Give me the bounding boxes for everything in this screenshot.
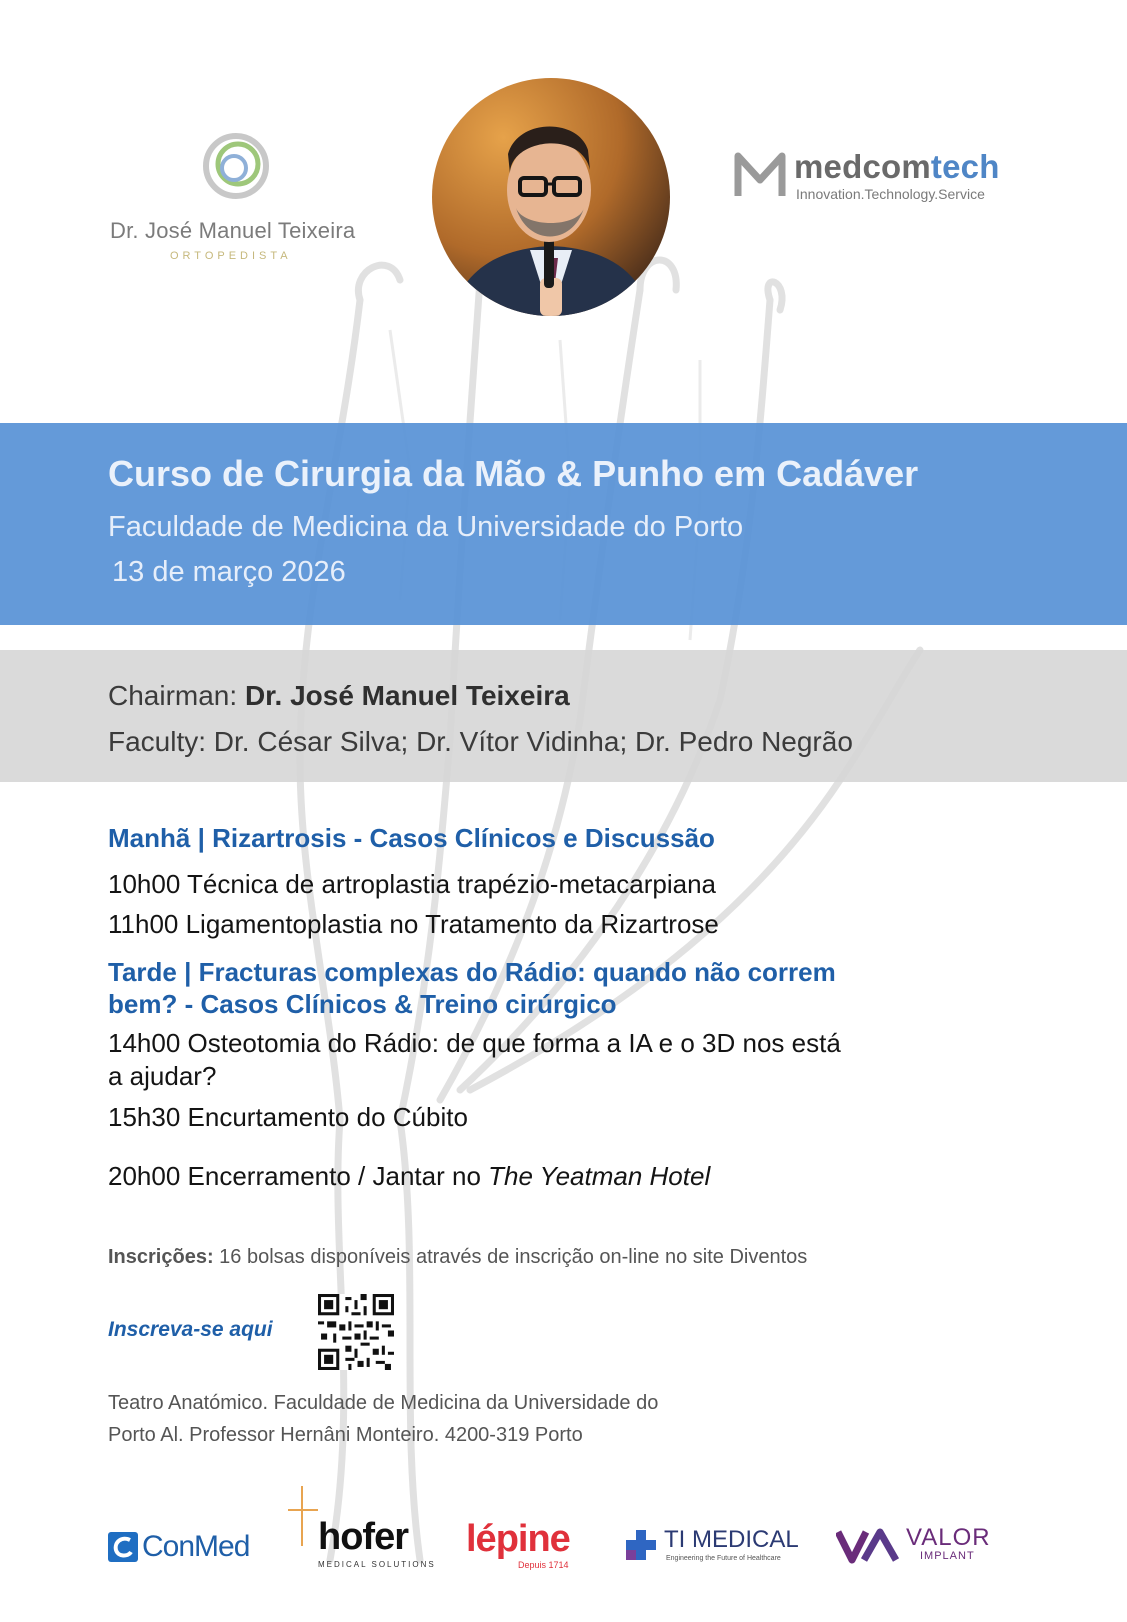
speaker-photo bbox=[432, 78, 670, 316]
doctor-name-logo-text: Dr. José Manuel Teixeira bbox=[110, 218, 356, 243]
sponsor-conmed-logo bbox=[108, 1528, 268, 1564]
ti-medical-subtitle: Engineering the Future of Healthcare bbox=[666, 1555, 781, 1562]
hofer-cross-icon bbox=[288, 1486, 318, 1546]
sponsor-hofer-logo bbox=[288, 1486, 436, 1569]
qr-code-icon[interactable] bbox=[318, 1294, 394, 1370]
valor-text: VALOR bbox=[906, 1524, 991, 1551]
lepine-text: lépine bbox=[466, 1518, 570, 1560]
valor-subtitle: IMPLANT bbox=[920, 1550, 975, 1562]
ti-medical-text: TI MEDICAL bbox=[664, 1526, 799, 1553]
speaker-portrait bbox=[432, 78, 670, 316]
closing-prefix: 20h00 Encerramento / Jantar no bbox=[108, 1161, 489, 1191]
program-item: 14h00 Osteotomia do Rádio: de que forma a IA e o 3D nos está bbox=[108, 1028, 841, 1058]
medcomtech-brand bbox=[794, 148, 1000, 186]
course-banner bbox=[0, 423, 1127, 625]
medcomtech-tagline: Innovation.Technology.Service bbox=[796, 186, 985, 202]
ortopedista-subtitle: ORTOPEDISTA bbox=[170, 250, 292, 262]
registration-text: 16 bolsas disponíveis através de inscrição on-line no site Diventos bbox=[213, 1246, 808, 1268]
chairman-name: Dr. José Manuel Teixeira bbox=[244, 680, 570, 711]
ring-logo-icon bbox=[200, 130, 272, 202]
address-line2: Porto Al. Professor Hernâni Monteiro. 4200-319 Porto bbox=[108, 1424, 583, 1446]
sponsor-lepine-logo bbox=[466, 1518, 596, 1574]
course-title: Curso de Cirurgia da Mão & Punho em Cadáver bbox=[108, 453, 919, 494]
dr-teixeira-logo bbox=[100, 120, 390, 270]
hofer-subtitle: MEDICAL SOLUTIONS bbox=[318, 1560, 436, 1569]
medcomtech-logo bbox=[734, 148, 1034, 208]
lepine-subtitle: Depuis 1714 bbox=[518, 1560, 569, 1570]
program-item: 10h00 Técnica de artroplastia trapézio-metacarpiana bbox=[108, 869, 716, 899]
afternoon-session-title-line2: bem? - Casos Clínicos & Treino cirúrgico bbox=[108, 989, 617, 1019]
hofer-text: hofer bbox=[318, 1516, 408, 1558]
sponsor-valor-logo bbox=[836, 1524, 1016, 1568]
registration-label: Inscrições: bbox=[108, 1246, 214, 1268]
faculty-line: Faculty: Dr. César Silva; Dr. Vítor Vidinha; Dr. Pedro Negrão bbox=[108, 726, 853, 757]
chairman-label: Chairman: bbox=[108, 680, 238, 711]
ti-medical-cross-icon bbox=[624, 1528, 658, 1562]
conmed-text: ConMed bbox=[142, 1530, 250, 1563]
chairman-line bbox=[108, 680, 570, 712]
closing-venue: The Yeatman Hotel bbox=[488, 1161, 711, 1191]
course-date: 13 de março 2026 bbox=[112, 556, 346, 588]
registration-info bbox=[108, 1246, 807, 1269]
conmed-mark-icon bbox=[108, 1532, 138, 1562]
program-item: 15h30 Encurtamento do Cúbito bbox=[108, 1102, 468, 1132]
program-item-continuation: a ajudar? bbox=[108, 1061, 217, 1091]
brand-main: medcom bbox=[794, 148, 931, 185]
afternoon-session-title-line1: Tarde | Fracturas complexas do Rádio: quando não correm bbox=[108, 957, 836, 987]
sponsor-ti-medical-logo bbox=[624, 1524, 804, 1568]
address-line1: Teatro Anatómico. Faculdade de Medicina da Universidade do bbox=[108, 1392, 659, 1414]
morning-session-title: Manhã | Rizartrosis - Casos Clínicos e Discussão bbox=[108, 823, 715, 853]
valor-va-icon bbox=[836, 1528, 902, 1564]
closing-dinner-item bbox=[108, 1160, 710, 1193]
register-link[interactable]: Inscreva-se aqui bbox=[108, 1318, 273, 1341]
medcomtech-m-icon bbox=[734, 150, 786, 200]
brand-accent: tech bbox=[930, 148, 1000, 185]
program-item: 11h00 Ligamentoplastia no Tratamento da Rizartrose bbox=[108, 909, 719, 939]
faculty-band bbox=[0, 650, 1127, 782]
course-venue: Faculdade de Medicina da Universidade do Porto bbox=[108, 511, 744, 543]
